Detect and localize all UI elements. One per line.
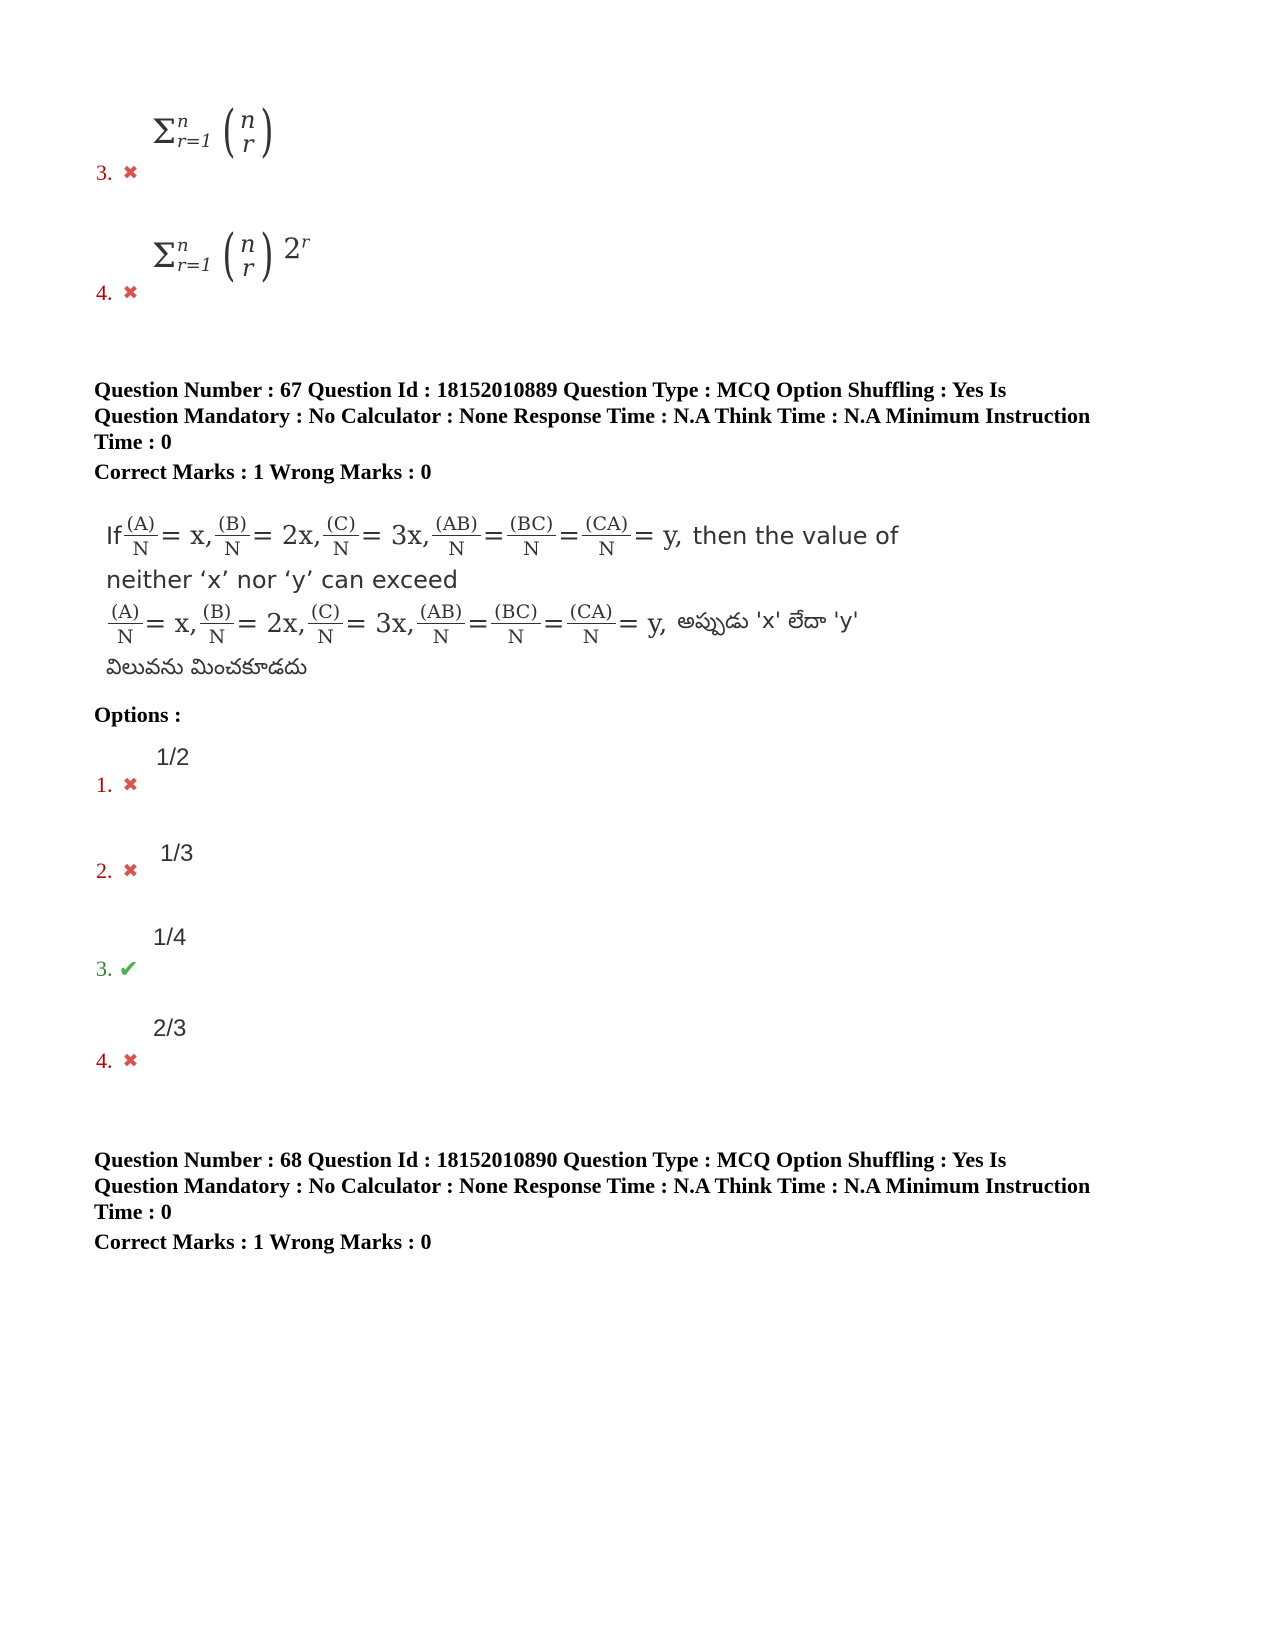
question-67-marks: Correct Marks : 1 Wrong Marks : 0 bbox=[94, 459, 432, 484]
check-icon: ✔ bbox=[118, 955, 139, 983]
question-telugu-line-1: $\frac{(A)}{N}$ = x, $\frac{(B)}{N}$ = 2x, $\frac{(C)}{N}$ = 3x, $\frac{(AB)}{N}$ = $\frac{(BC)}{N}$ = $\frac{(CA)}{N}$ = y, అప్పుడు 'x' లేదా 'y' bbox=[106, 594, 966, 654]
fraction-bc: $\frac{(BC)}{N}$ bbox=[507, 513, 557, 560]
fraction-c: $\frac{(C)}{N}$ bbox=[308, 601, 343, 648]
fraction-ab: $\frac{(AB)}{N}$ bbox=[417, 601, 466, 648]
fraction-b: $\frac{(B)}{N}$ bbox=[215, 513, 250, 560]
question-67-header: Question Number : 67 Question Id : 18152010889 Question Type : MCQ Option Shuffling : Yes Is Question Mandatory : No Calculator : None Response Time : N.A Think Time : N.A Minimum Instruction Time : 0 bbox=[94, 377, 1091, 454]
fraction-ca: $\frac{(CA)}{N}$ bbox=[582, 513, 631, 560]
power-term: 2$^r$ bbox=[283, 232, 310, 265]
question-68-header: Question Number : 68 Question Id : 18152010890 Question Type : MCQ Option Shuffling : Yes Is Question Mandatory : No Calculator : None Response Time : N.A Think Time : N.A Minimum Instruction Time : 0 bbox=[94, 1147, 1091, 1224]
option-1-value: 1/2 bbox=[156, 744, 190, 771]
fraction-a: $\frac{(A)}{N}$ bbox=[124, 513, 159, 560]
fraction-b: $\frac{(B)}{N}$ bbox=[200, 601, 235, 648]
prev-option-4-number: 4. ✖ bbox=[96, 280, 139, 305]
option-2-number: 2. ✖ bbox=[96, 858, 139, 883]
question-67-text bbox=[106, 506, 966, 681]
fraction-a: $\frac{(A)}{N}$ bbox=[108, 601, 143, 648]
sigma-symbol: Σ bbox=[152, 236, 177, 276]
option-3-value: 1/4 bbox=[153, 924, 187, 951]
option-3-number: 3. ✔ bbox=[96, 955, 139, 983]
question-telugu-line-2: విలువను మించకూడదు bbox=[106, 655, 308, 680]
option-2-value: 1/3 bbox=[160, 840, 194, 867]
option-4-number: 4. ✖ bbox=[96, 1048, 139, 1073]
question-english-line-1: If $\frac{(A)}{N}$ = x, $\frac{(B)}{N}$ = 2x, $\frac{(C)}{N}$ = 3x, $\frac{(AB)}{N}$ = $\frac{(BC)}{N}$ = $\frac{(CA)}{N}$ = y, then the value of bbox=[106, 512, 899, 560]
cross-icon: ✖ bbox=[122, 1050, 139, 1072]
question-english-line-2: neither ‘x’ nor ‘y’ can exceed bbox=[106, 566, 458, 594]
question-68-marks: Correct Marks : 1 Wrong Marks : 0 bbox=[94, 1229, 432, 1254]
fraction-bc: $\frac{(BC)}{N}$ bbox=[491, 601, 541, 648]
cross-icon: ✖ bbox=[122, 282, 139, 304]
cross-icon: ✖ bbox=[122, 162, 139, 184]
fraction-ca: $\frac{(CA)}{N}$ bbox=[567, 601, 616, 648]
cross-icon: ✖ bbox=[122, 774, 139, 796]
prev-option-3-formula bbox=[152, 99, 277, 164]
option-4-value: 2/3 bbox=[153, 1015, 187, 1042]
options-label: Options : bbox=[94, 702, 182, 727]
cross-icon: ✖ bbox=[122, 860, 139, 882]
sum-limits: n r=1 bbox=[177, 111, 213, 152]
option-1-number: 1. ✖ bbox=[96, 772, 139, 797]
binomial: ( n r ) bbox=[222, 99, 274, 164]
prev-option-4-formula bbox=[152, 223, 310, 288]
sigma-symbol: Σ bbox=[152, 112, 177, 152]
sum-limits: n r=1 bbox=[177, 235, 213, 276]
fraction-c: $\frac{(C)}{N}$ bbox=[323, 513, 358, 560]
prev-option-3-number: 3. ✖ bbox=[96, 160, 139, 185]
fraction-ab: $\frac{(AB)}{N}$ bbox=[432, 513, 481, 560]
binomial: ( n r ) bbox=[222, 223, 274, 288]
